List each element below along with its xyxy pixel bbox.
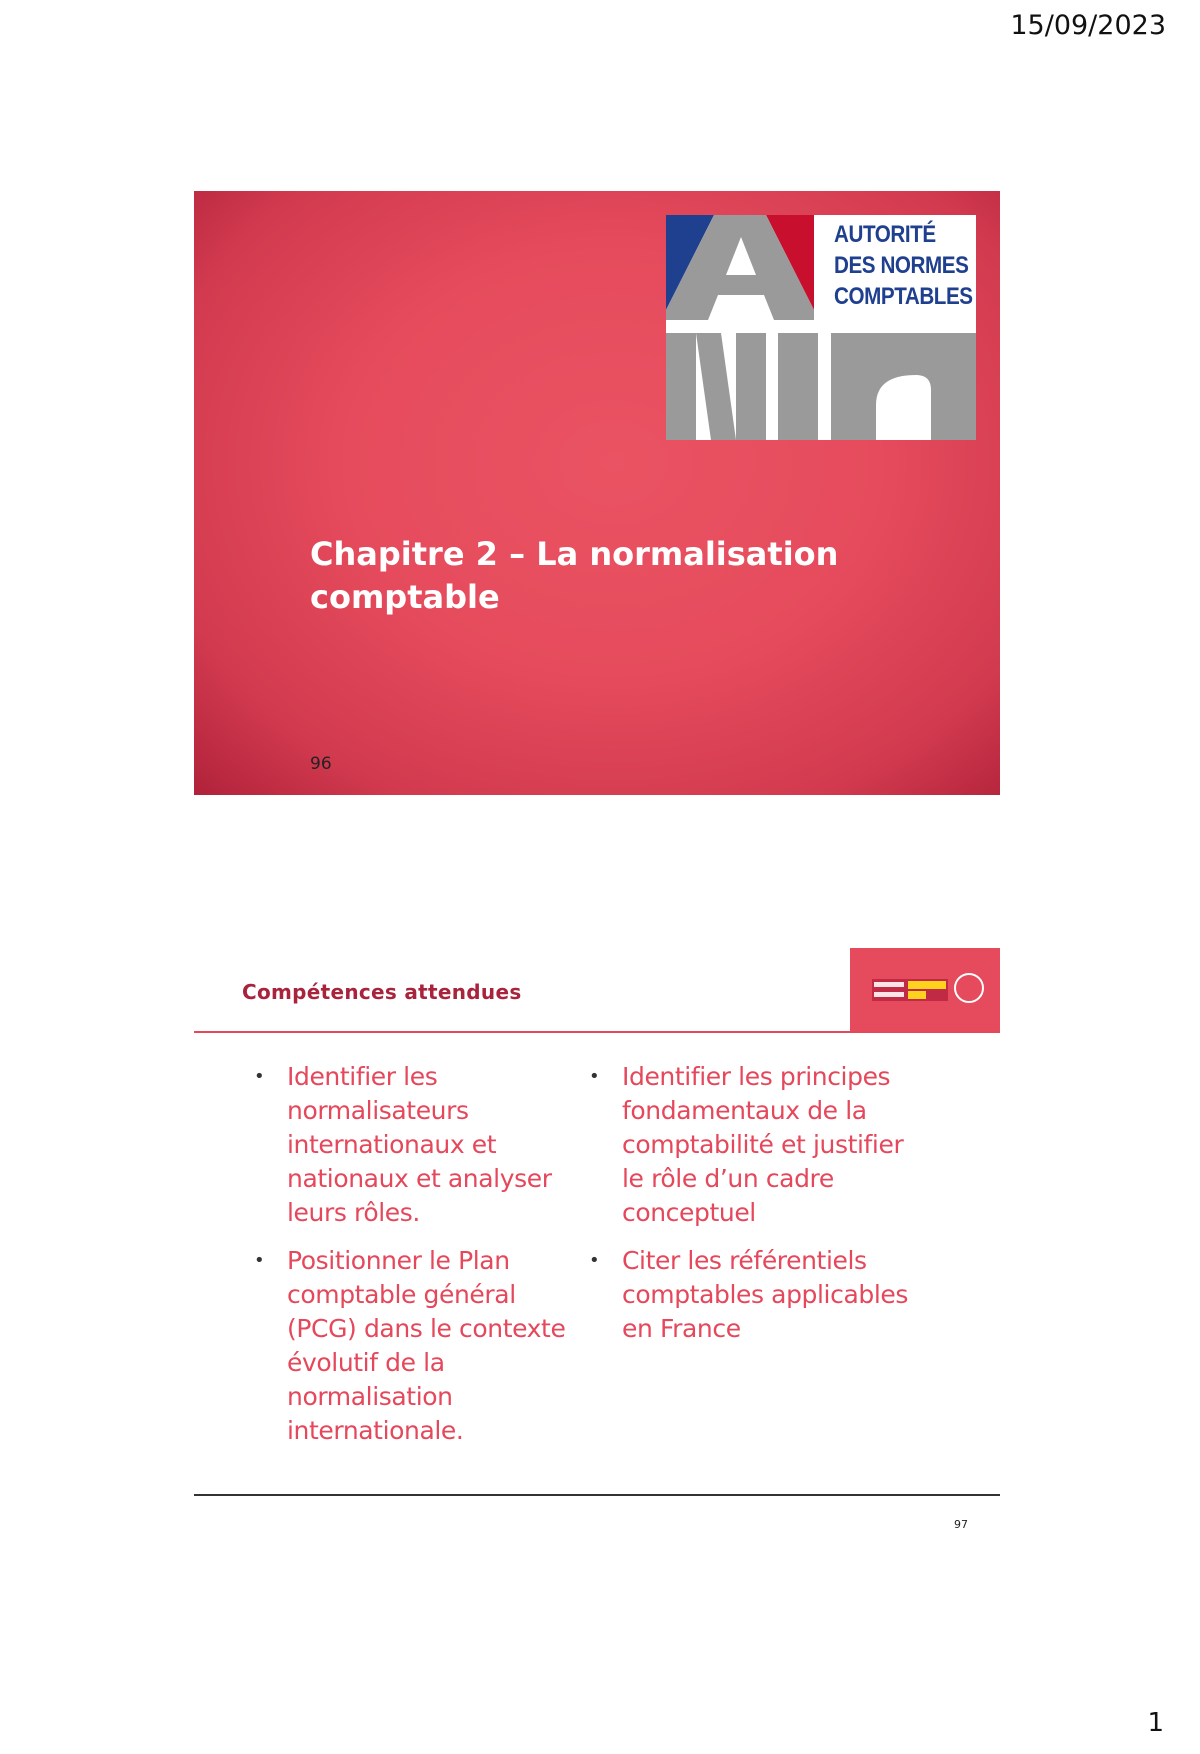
anc-logo: [666, 215, 976, 440]
page-date: 15/09/2023: [1010, 10, 1166, 41]
slide-number: 97: [954, 1518, 968, 1531]
slide-96: [194, 191, 1000, 795]
bullet-column-left: [254, 1060, 584, 1462]
chapter-title-line-1: Chapitre 2 – La normalisation: [310, 535, 839, 573]
footer-divider: [194, 1494, 1000, 1496]
logo-line-1: AUTORITÉ: [834, 221, 936, 248]
logo-line-3: COMPTABLES: [834, 283, 973, 310]
bullet-icon: •: [589, 1250, 600, 1271]
list-item-text: Identifier les principes fondamentaux de la comptabilité et justifier le rôle d’un cadre conceptuel: [622, 1062, 904, 1227]
brand-emblem-icon: [954, 973, 984, 1003]
slide-97: [194, 948, 1000, 1538]
header-divider: [194, 1031, 1000, 1033]
slide-number: 96: [310, 754, 332, 774]
bullet-icon: •: [254, 1066, 265, 1087]
page-number: 1: [1147, 1708, 1164, 1738]
list-item-text: Identifier les normalisateurs internationaux et nationaux et analyser leurs rôles.: [287, 1062, 552, 1227]
list-item-text: Citer les référentiels comptables applicables en France: [622, 1246, 908, 1343]
chapter-title: [310, 533, 870, 619]
list-item: [254, 1060, 584, 1230]
logo-line-2: DES NORMES: [834, 252, 969, 279]
brand-logo-box: [850, 948, 1000, 1031]
list-item-text: Positionner le Plan comptable général (PCG) dans le contexte évolutif de la normalisation internationale.: [287, 1246, 566, 1445]
bullet-column-right: [589, 1060, 929, 1360]
list-item: [254, 1244, 584, 1448]
anc-logo-text: [834, 219, 973, 312]
list-item: [589, 1244, 929, 1346]
list-item: [589, 1060, 929, 1230]
chapter-title-line-2: comptable: [310, 578, 500, 616]
brand-wordmark: [872, 979, 948, 1001]
bullet-icon: •: [589, 1066, 600, 1087]
section-title: Compétences attendues: [242, 980, 522, 1004]
bullet-icon: •: [254, 1250, 265, 1271]
